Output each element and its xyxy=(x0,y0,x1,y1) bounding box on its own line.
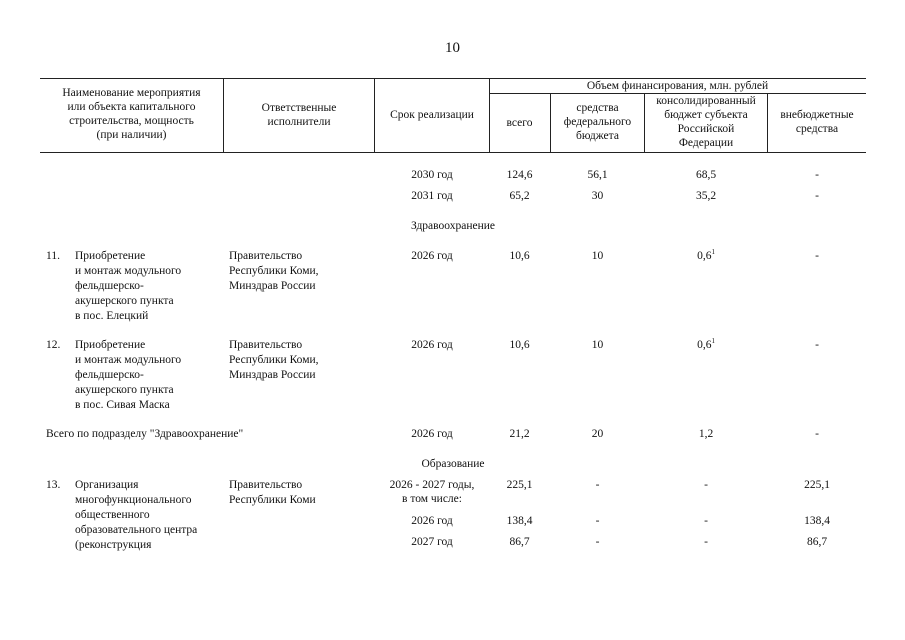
row-2030-extra: - xyxy=(815,169,819,181)
item-13-number: 13. xyxy=(46,479,61,491)
item-13-2026-federal: - xyxy=(595,515,600,527)
header-financing-group: Объем финансирования, млн. рублей xyxy=(586,80,769,92)
section-education-title: Образование xyxy=(421,458,485,470)
item-11-consolidated: $0,6^1$ xyxy=(697,248,715,262)
row-2030-term: 2030 год xyxy=(411,169,453,181)
item-11-federal: 10 xyxy=(591,250,604,262)
item-13-2027-consolidated: - xyxy=(704,536,708,548)
row-2031-term: 2031 год xyxy=(411,190,453,202)
footnote-marker: 1 xyxy=(711,248,715,257)
subtotal-health-term: 2026 год xyxy=(411,428,453,440)
row-2030-federal: 56,1 xyxy=(587,169,608,181)
item-12-total: 10,6 xyxy=(509,339,530,351)
header-total-col: всего xyxy=(506,117,533,129)
section-health-title: Здравоохранение xyxy=(410,220,496,232)
item-11-number: 11. xyxy=(46,250,60,262)
item-13-total: 225,1 xyxy=(506,479,533,491)
row-2031-total: 65,2 xyxy=(509,190,530,202)
subtotal-health-extra: - xyxy=(815,428,819,440)
header-federal-col: средства федерального бюджета xyxy=(563,102,632,142)
row-2031-extra: - xyxy=(815,190,819,202)
item-12-term: 2026 год xyxy=(411,339,453,351)
item-12-responsible: Правительство Республики Коми, Минздрав России xyxy=(229,339,319,381)
item-13-2026-term: 2026 год xyxy=(411,515,453,527)
row-2031-consolidated: 35,2 xyxy=(695,190,717,202)
item-11-responsible: Правительство Республики Коми, Минздрав России xyxy=(229,250,319,292)
item-11-extra: - xyxy=(815,250,819,262)
item-13-2027-term: 2027 год xyxy=(411,536,453,548)
item-13-2026-extra: 138,4 xyxy=(804,515,830,527)
item-12-consolidated: $0,6^1$ xyxy=(697,337,715,351)
item-12-extra: - xyxy=(815,339,819,351)
row-2030-consolidated: 68,5 xyxy=(695,169,717,181)
item-11-term: 2026 год xyxy=(411,250,453,262)
header-name-col: Наименование мероприятия или объекта капитального строительства, мощность (при наличии) xyxy=(62,87,201,141)
item-11-name: Приобретение и монтаж модульного фельдшерско- акушерского пункта в пос. Елецкий xyxy=(75,250,182,322)
item-12-name: Приобретение и монтаж модульного фельдшерско- акушерского пункта в пос. Сивая Маска xyxy=(75,339,182,411)
item-13-term-total: 2026 - 2027 годы, в том числе: xyxy=(389,479,475,505)
subtotal-health-total: 21,2 xyxy=(509,428,530,440)
item-13-2026-consolidated: - xyxy=(704,515,708,527)
header-bottom-border xyxy=(40,152,866,153)
item-13-federal: - xyxy=(595,479,600,491)
item-13-2027-federal: - xyxy=(595,536,600,548)
header-consolidated-col: консолидированный бюджет субъекта Российской Федерации xyxy=(656,95,756,149)
item-13-extra: 225,1 xyxy=(804,479,830,491)
header-term-col: Срок реализации xyxy=(390,109,474,121)
item-13-responsible: Правительство Республики Коми xyxy=(229,479,316,506)
row-2031-federal: 30 xyxy=(591,190,604,202)
subtotal-health-federal: 20 xyxy=(591,428,604,440)
item-13-2027-extra: 86,7 xyxy=(806,536,828,548)
item-13-consolidated: - xyxy=(704,479,708,491)
subtotal-health-consolidated: 1,2 xyxy=(698,428,714,440)
page-number: 10 xyxy=(445,40,460,56)
item-12-federal: 10 xyxy=(591,339,604,351)
item-12-number: 12. xyxy=(46,339,61,351)
row-2030-total: 124,6 xyxy=(506,169,533,181)
subtotal-health-label: Всего по подразделу "Здравоохранение" xyxy=(46,428,244,440)
item-13-name: Организация многофункционального общественного образовательного центра (реконструкция xyxy=(75,479,198,551)
item-13-2026-total: 138,4 xyxy=(506,515,533,527)
header-responsible-col: Ответственные исполнители xyxy=(261,102,337,128)
item-11-total: 10,6 xyxy=(509,250,530,262)
item-13-2027-total: 86,7 xyxy=(509,536,530,548)
header-extrabudget-col: внебюджетные средства xyxy=(780,109,854,135)
footnote-marker: 1 xyxy=(711,337,715,346)
